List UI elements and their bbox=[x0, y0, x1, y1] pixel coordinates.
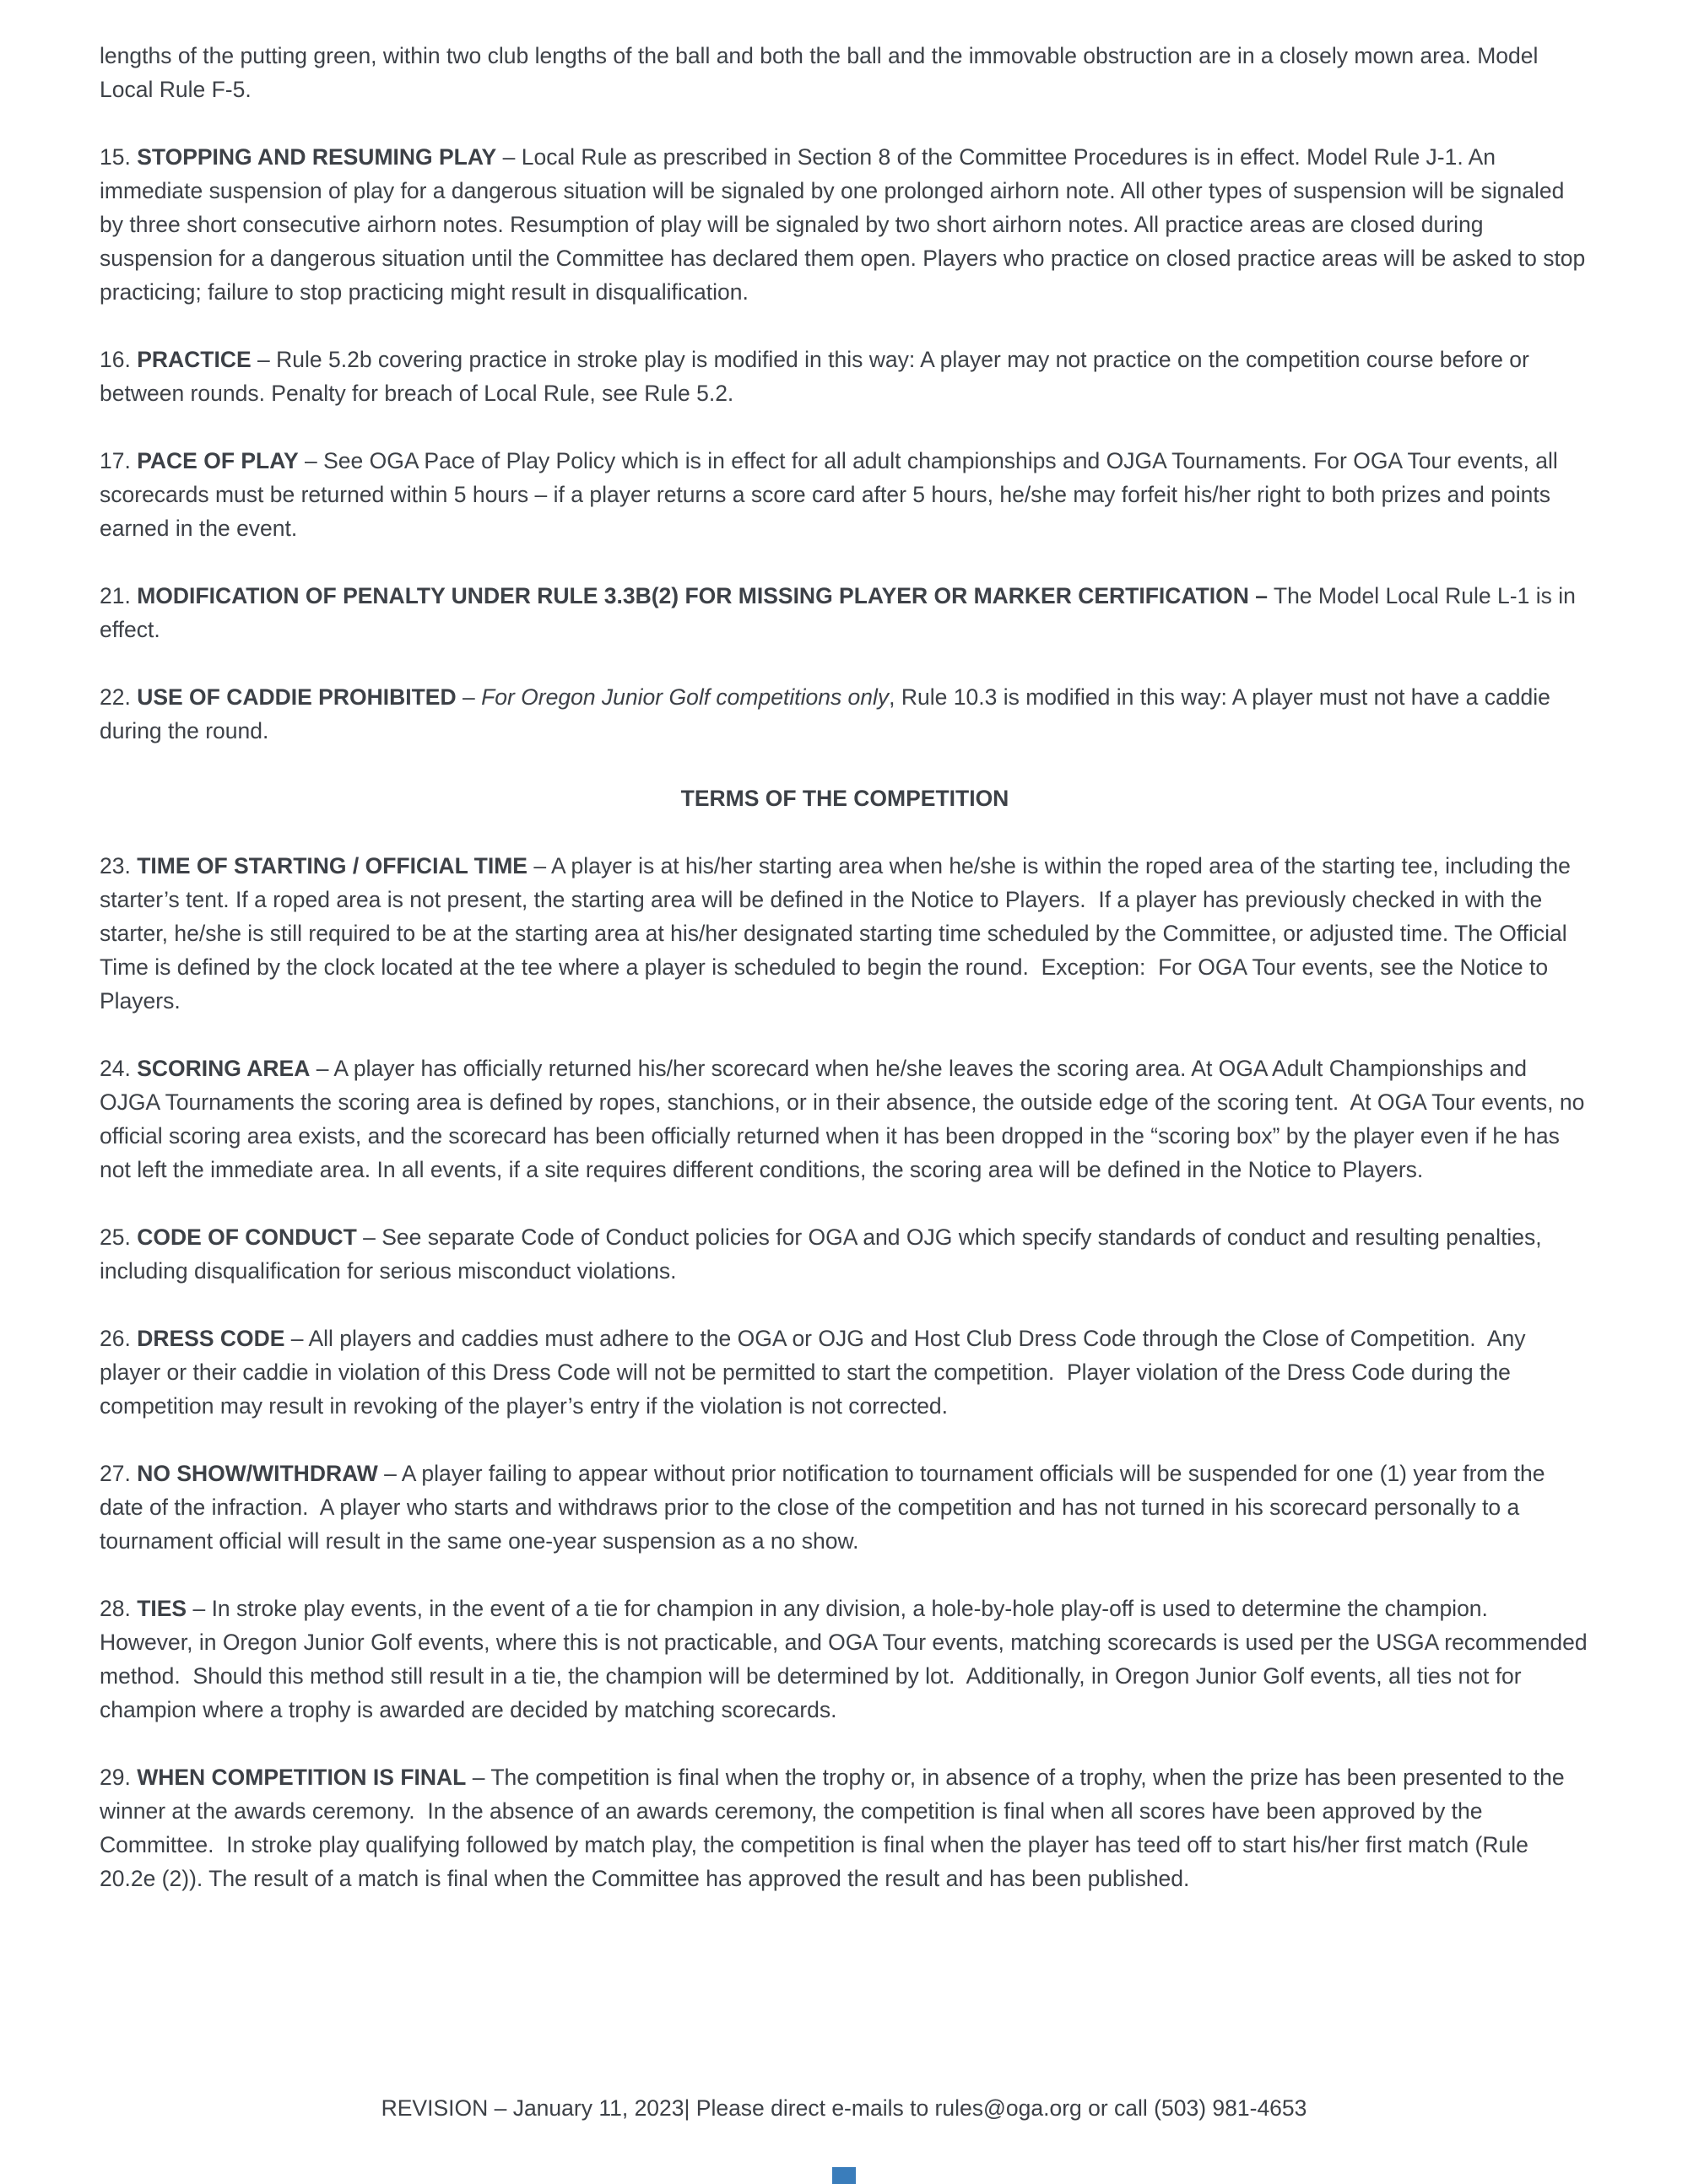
text-run: 24. bbox=[100, 1056, 138, 1081]
text-run: 29. bbox=[100, 1765, 138, 1790]
text-run: TIME OF STARTING / OFFICIAL TIME bbox=[137, 853, 528, 878]
paragraph bbox=[100, 1760, 1590, 1895]
text-run: 15. bbox=[100, 144, 138, 170]
paragraph bbox=[100, 140, 1590, 309]
text-run: lengths of the putting green, within two club lengths of the ball and both the ball and the immovable obstruction are in a closely mown area. Model Local Rule F-5. bbox=[100, 43, 1545, 102]
text-run: PRACTICE bbox=[137, 347, 252, 372]
text-run: – See OGA Pace of Play Policy which is in effect for all adult championships and OJGA Tournaments. For OGA Tour events, all scorecards must be returned within 5 hours – if a player returns a score card after 5 hours, he/she may forfeit his/her right to both prizes and points earned in the event. bbox=[100, 448, 1565, 541]
rules-document-body bbox=[100, 39, 1594, 1895]
text-run: 27. bbox=[100, 1461, 138, 1486]
text-run: , Rule 10.3 is modified in this way: A player must not have a caddie during the round. bbox=[100, 684, 1557, 743]
text-run: 23. bbox=[100, 853, 138, 878]
paragraph bbox=[100, 579, 1590, 646]
text-run: The Model Local Rule L-1 is in effect. bbox=[100, 583, 1582, 642]
text-run: – A player is at his/her starting area when he/she is within the roped area of the starting tee, including the starter’s tent. If a roped area is not present, the starting area will be defined in the Notice to Players. If a player has previously checked in with the starter, he/she is still required to be at the starting area at his/her designated starting time scheduled by the Committee, or adjusted time. The Official Time is defined by the clock located at the tee where a player is scheduled to begin the round. Exception: For OGA Tour events, see the Notice to Players. bbox=[100, 853, 1577, 1014]
text-run: 25. bbox=[100, 1224, 138, 1250]
text-run: NO SHOW/WITHDRAW bbox=[137, 1461, 378, 1486]
text-run: TERMS OF THE COMPETITION bbox=[680, 786, 1009, 811]
text-run: CODE OF CONDUCT bbox=[137, 1224, 357, 1250]
section-heading bbox=[100, 781, 1590, 815]
paragraph bbox=[100, 39, 1590, 106]
text-run: – Rule 5.2b covering practice in stroke play is modified in this way: A player may not practice on the competition course before or between rounds. Penalty for breach of Local Rule, see Rule 5.2. bbox=[100, 347, 1536, 406]
text-run: – A player has officially returned his/her scorecard when he/she leaves the scoring area. At OGA Adult Championships and OJGA Tournaments the scoring area is defined by ropes, stanchions, or in their absence, the outside edge of the scoring tent. At OGA Tour events, no official scoring area exists, and the scorecard has been officially returned when it has been dropped in the “scoring box” by the player even if he has not left the immediate area. In all events, if a site requires different conditions, the scoring area will be defined in the Notice to Players. bbox=[100, 1056, 1591, 1182]
text-run: – Local Rule as prescribed in Section 8 of the Committee Procedures is in effect. Model Rule J-1. An immediate suspension of play for a dangerous situation will be signaled by one prolonged airhorn note. All other types of suspension will be signaled by three short consecutive airhorn notes. Resumption of play will be signaled by two short airhorn notes. All practice areas are closed during suspension for a dangerous situation until the Committee has declared them open. Players who practice on closed practice areas will be asked to stop practicing; failure to stop practicing might result in disqualification. bbox=[100, 144, 1592, 305]
text-run: WHEN COMPETITION IS FINAL bbox=[137, 1765, 467, 1790]
paragraph bbox=[100, 444, 1590, 545]
text-run: STOPPING AND RESUMING PLAY bbox=[137, 144, 497, 170]
text-run: – bbox=[456, 684, 482, 710]
text-run: TIES bbox=[137, 1596, 187, 1621]
paragraph bbox=[100, 343, 1590, 410]
paragraph bbox=[100, 1592, 1594, 1727]
text-run: For Oregon Junior Golf competitions only bbox=[481, 684, 890, 710]
revision-footer: REVISION – January 11, 2023| Please direct e-mails to rules@oga.org or call (503) 981-4653 bbox=[381, 2095, 1307, 2121]
text-run: – See separate Code of Conduct policies for OGA and OJG which specify standards of conduct and resulting penalties, including disqualification for serious misconduct violations. bbox=[100, 1224, 1548, 1284]
text-run: – All players and caddies must adhere to the OGA or OJG and Host Club Dress Code through the Close of Competition. Any player or their caddie in violation of this Dress Code will not be permitted to start the competition. Player violation of the Dress Code during the competition may result in revoking of the player’s entry if the violation is not corrected. bbox=[100, 1326, 1532, 1419]
page-bottom-accent bbox=[832, 2167, 856, 2184]
text-run: 17. bbox=[100, 448, 138, 473]
text-run: 21. bbox=[100, 583, 138, 608]
text-run: SCORING AREA bbox=[137, 1056, 311, 1081]
paragraph bbox=[100, 1220, 1590, 1288]
text-run: – The competition is final when the trophy or, in absence of a trophy, when the prize has been presented to the winner at the awards ceremony. In the absence of an awards ceremony, the competition is final when all scores have been approved by the Committee. In stroke play qualifying followed by match play, the competition is final when the player has teed off to start his/her first match (Rule 20.2e (2)). The result of a match is final when the Committee has approved the result and has been published. bbox=[100, 1765, 1571, 1891]
paragraph bbox=[100, 1322, 1590, 1423]
text-run: 28. bbox=[100, 1596, 138, 1621]
text-run: – A player failing to appear without prior notification to tournament officials will be suspended for one (1) year from the date of the infraction. A player who starts and withdraws prior to the close of the competition and has not turned in his scorecard personally to a tournament official will result in the same one-year suspension as a no show. bbox=[100, 1461, 1551, 1554]
paragraph bbox=[100, 1051, 1590, 1187]
text-run: – In stroke play events, in the event of a tie for champion in any division, a hole-by-hole play-off is used to determine the champion. However, in Oregon Junior Golf events, where this is not practicable, and OGA Tour events, matching scorecards is used per the USGA recommended method. Should this method still result in a tie, the champion will be determined by lot. Additionally, in Oregon Junior Golf events, all ties not for champion where a trophy is awarded are decided by matching scorecards. bbox=[100, 1596, 1594, 1722]
paragraph bbox=[100, 849, 1590, 1018]
text-run: DRESS CODE bbox=[137, 1326, 285, 1351]
text-run: 22. bbox=[100, 684, 138, 710]
paragraph bbox=[100, 680, 1590, 748]
paragraph bbox=[100, 1457, 1590, 1558]
text-run: PACE OF PLAY bbox=[137, 448, 299, 473]
text-run: USE OF CADDIE PROHIBITED bbox=[137, 684, 457, 710]
text-run: MODIFICATION OF PENALTY UNDER RULE 3.3B(2) FOR MISSING PLAYER OR MARKER CERTIFICATION – bbox=[137, 583, 1268, 608]
text-run: 26. bbox=[100, 1326, 138, 1351]
text-run: 16. bbox=[100, 347, 138, 372]
